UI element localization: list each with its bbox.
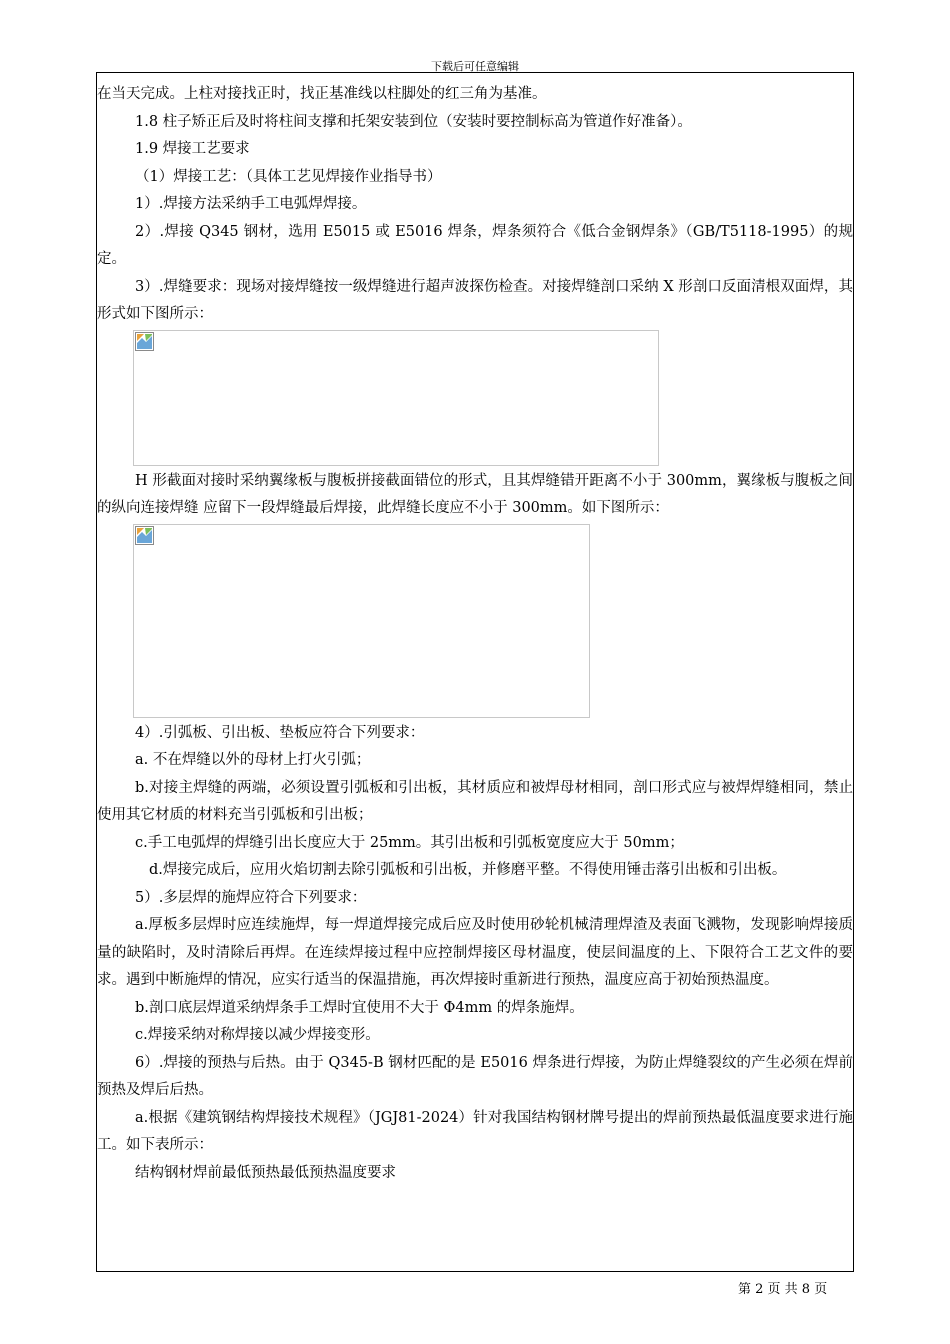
item-5-multilayer: 5）.多层焊的施焊应符合下列要求： (135, 889, 367, 906)
document-frame (96, 72, 854, 1272)
paragraph-h-section: H 形截面对接时采纳翼缘板与腹板拼接截面错位的形式，且其焊缝错开距离不小于 300mm，翼缘板与腹板之间的纵向连接焊缝 应留下一段焊缝最后焊接，此焊缝长度应不小于 300mm。如下图所示： (97, 472, 853, 516)
item-5a: a.厚板多层焊时应连续施焊，每一焊道焊接完成后应及时使用砂轮机械清理焊渣及表面飞溅物，发现影响焊接质量的缺陷时，及时清除后再焊。在连续焊接过程中应控制焊接区母材温度，使层间温度的上、下限符合工艺文件的要求。遇到中断施焊的情况，应实行适当的保温措施，再次焊接时重新进行预热，温度应高于初始预热温度。 (97, 917, 853, 988)
paragraph-1-8: 1.8 柱子矫正后及时将柱间支撑和托架安装到位（安装时要控制标高为管道作好准备）。 (135, 113, 692, 130)
table-caption: 结构钢材焊前最低预热最低预热温度要求 (135, 1164, 396, 1181)
paragraph-continuation: 在当天完成。上柱对接找正时，找正基准线以柱脚处的红三角为基准。 (97, 86, 547, 102)
page-number: 第 2 页 共 8 页 (738, 1282, 828, 1297)
document-body (97, 81, 853, 1187)
item-5b: b.剖口底层焊道采纳焊条手工焊时宜使用不大于 Φ4mm 的焊条施焊。 (135, 999, 584, 1016)
item-4c: c.手工电弧焊的焊缝引出长度应大于 25mm。其引出板和引弧板宽度应大于 50mm； (135, 834, 684, 851)
figure-groove-diagram (133, 330, 659, 466)
item-6a: a.根据《建筑钢结构焊接技术规程》（JGJ81-2024）针对我国结构钢材牌号提出的焊前预热最低温度要求进行施工。如下表所示： (97, 1109, 853, 1153)
broken-image-icon (135, 526, 154, 545)
broken-image-icon (135, 332, 154, 351)
item-3-weld-requirements: 3）.焊缝要求：现场对接焊缝按一级焊缝进行超声波探伤检查。对接焊缝剖口采纳 X 形剖口反面清根双面焊，其形式如下图所示： (97, 278, 853, 322)
figure-h-section-diagram (133, 524, 590, 718)
item-1-welding-method: 1）.焊接方法采纳手工电弧焊焊接。 (135, 196, 367, 212)
page-header-note: 下载后可任意编辑 (431, 60, 519, 73)
item-4b: b.对接主焊缝的两端，必须设置引弧板和引出板，其材质应和被焊母材相同，剖口形式应与被焊焊缝相同，禁止使用其它材质的材料充当引弧板和引出板； (97, 779, 853, 823)
item-6-preheat: 6）.焊接的预热与后热。由于 Q345-B 钢材匹配的是 E5016 焊条进行焊接，为防止焊缝裂纹的产生必须在焊前预热及焊后后热。 (97, 1054, 853, 1098)
heading-welding-process: （1）焊接工艺：（具体工艺见焊接作业指导书） (135, 168, 442, 185)
item-4a: a. 不在焊缝以外的母材上打火引弧； (135, 752, 371, 768)
item-4d: d.焊接完成后，应用火焰切割去除引弧板和引出板，并修磨平整。不得使用锤击落引出板和引出板。 (149, 862, 787, 878)
item-2-electrode: 2）.焊接 Q345 钢材，选用 E5015 或 E5016 焊条，焊条须符合《低合金钢焊条》（GB/T5118-1995）的规定。 (97, 223, 853, 267)
item-4-runoff-plates: 4）.引弧板、引出板、垫板应符合下列要求： (135, 724, 425, 741)
heading-1-9: 1.9 焊接工艺要求 (135, 141, 250, 157)
item-5c: c.焊接采纳对称焊接以减少焊接变形。 (135, 1027, 380, 1043)
